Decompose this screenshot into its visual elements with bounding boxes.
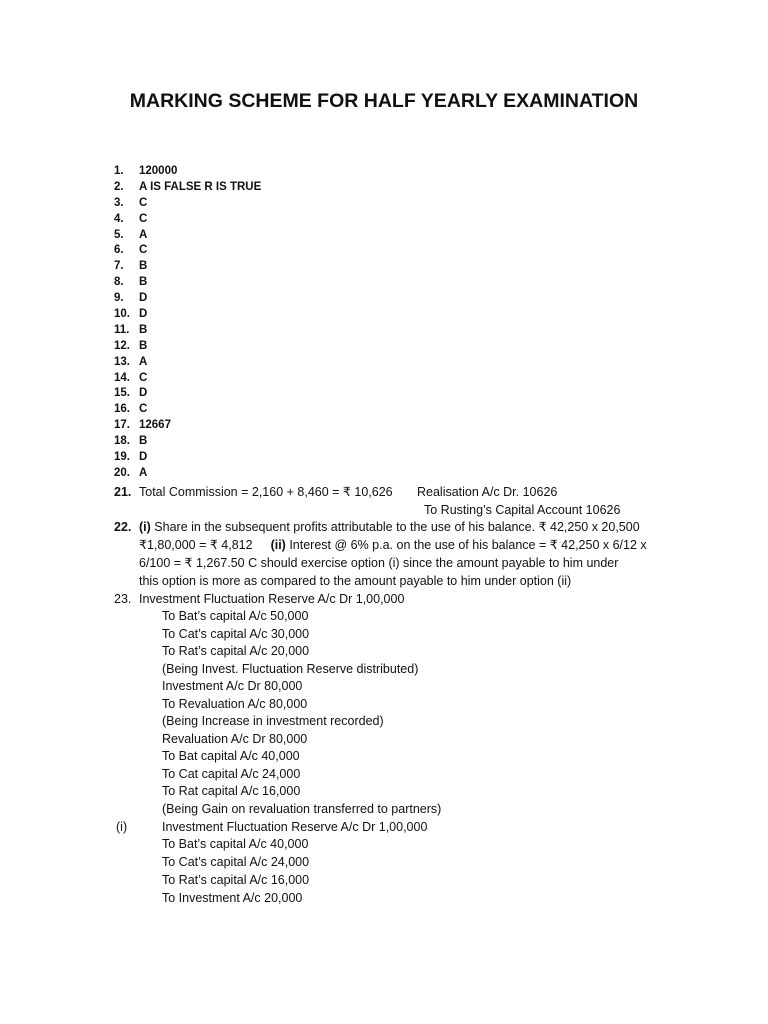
list-item xyxy=(114,434,261,450)
item-number: 10. xyxy=(114,308,130,321)
item-answer: 120000 xyxy=(139,165,178,177)
q22-line-1 xyxy=(114,519,640,536)
item-number: 19. xyxy=(114,451,130,464)
item-answer: A xyxy=(139,355,148,368)
list-item xyxy=(114,466,261,482)
journal-line: Investment A/c Dr 80,000 xyxy=(162,679,303,693)
item-number: 2. xyxy=(114,180,124,193)
item-number: 20. xyxy=(114,466,130,479)
answer-list xyxy=(114,164,261,482)
q23-sub-head: Investment Fluctuation Reserve A/c Dr 1,00,000 xyxy=(162,820,428,834)
list-item xyxy=(114,180,261,196)
q22-option-i-text: Share in the subsequent profits attributable to the use of his balance. ₹ 42,250 x 20,500 xyxy=(150,520,640,534)
journal-line: To Bat’s capital A/c 40,000 xyxy=(162,837,309,851)
list-item xyxy=(114,212,261,228)
q23-number: 23. xyxy=(114,592,132,606)
list-item xyxy=(114,291,261,307)
q22-option-ii-marker: (ii) xyxy=(270,538,286,552)
list-item xyxy=(114,371,261,387)
item-answer: B xyxy=(139,435,148,448)
list-item xyxy=(114,228,261,244)
list-item xyxy=(114,164,261,180)
journal-line: To Rat’s capital A/c 16,000 xyxy=(162,873,310,887)
journal-line: To Rat’s capital A/c 20,000 xyxy=(162,644,310,658)
list-item xyxy=(114,307,261,323)
item-answer: C xyxy=(139,371,148,384)
q21-entry-credit: To Rusting’s Capital Account 10626 xyxy=(424,503,621,517)
item-answer: D xyxy=(139,308,148,321)
q21-commission: Total Commission = 2,160 + 8,460 = ₹ 10,626 xyxy=(139,485,393,499)
journal-line: To Bat capital A/c 40,000 xyxy=(162,749,300,763)
list-item xyxy=(114,355,261,371)
item-number: 4. xyxy=(114,212,124,225)
list-item xyxy=(114,339,261,355)
q23-line-head xyxy=(114,591,404,608)
list-item xyxy=(114,418,261,434)
journal-line: Revaluation A/c Dr 80,000 xyxy=(162,732,308,746)
q23-head: Investment Fluctuation Reserve A/c Dr 1,00,000 xyxy=(139,592,405,606)
journal-line: (Being Increase in investment recorded) xyxy=(162,714,384,728)
item-answer: B xyxy=(139,339,148,352)
item-number: 9. xyxy=(114,292,124,305)
q22-line-2 xyxy=(139,537,647,554)
q23-sub-marker: (i) xyxy=(116,820,128,834)
journal-line: To Revaluation A/c 80,000 xyxy=(162,697,308,711)
item-answer: C xyxy=(139,244,148,257)
item-number: 16. xyxy=(114,403,130,416)
journal-line: To Investment A/c 20,000 xyxy=(162,891,303,905)
q21-number: 21. xyxy=(114,485,132,499)
list-item xyxy=(114,243,261,259)
list-item xyxy=(114,275,261,291)
q22-option-i-result: ₹1,80,000 = ₹ 4,812 xyxy=(139,538,253,552)
q22-line-4: this option is more as compared to the amount payable to him under option (ii) xyxy=(139,574,572,588)
item-number: 17. xyxy=(114,419,130,432)
journal-line: To Cat capital A/c 24,000 xyxy=(162,767,301,781)
item-number: 15. xyxy=(114,387,130,400)
item-number: 18. xyxy=(114,435,130,448)
item-number: 8. xyxy=(114,276,124,289)
list-item xyxy=(114,196,261,212)
item-answer: C xyxy=(139,212,148,225)
journal-line: To Bat’s capital A/c 50,000 xyxy=(162,609,309,623)
item-number: 5. xyxy=(114,228,124,241)
item-answer: A xyxy=(139,228,148,241)
item-number: 3. xyxy=(114,196,124,209)
list-item xyxy=(114,323,261,339)
item-answer: A xyxy=(139,466,148,479)
journal-line: To Cat’s capital A/c 30,000 xyxy=(162,627,310,641)
journal-line: To Cat’s capital A/c 24,000 xyxy=(162,855,310,869)
q22-option-i-marker: (i) xyxy=(139,520,151,534)
item-answer: 12667 xyxy=(139,419,171,432)
q21-line-1 xyxy=(114,484,393,501)
item-number: 6. xyxy=(114,244,124,257)
list-item xyxy=(114,259,261,275)
item-answer: D xyxy=(139,451,148,464)
item-answer: A IS FALSE R IS TRUE xyxy=(139,180,262,193)
journal-line: (Being Gain on revaluation transferred to partners) xyxy=(162,802,442,816)
list-item xyxy=(114,450,261,466)
q22-number: 22. xyxy=(114,520,132,534)
item-number: 11. xyxy=(114,323,130,336)
q22-option-ii-text: Interest @ 6% p.a. on the use of his balance = ₹ 42,250 x 6/12 x xyxy=(285,538,647,552)
item-answer: B xyxy=(139,260,148,273)
item-answer: B xyxy=(139,276,148,289)
q21-entry-debit: Realisation A/c Dr. 10626 xyxy=(417,485,558,499)
item-answer: C xyxy=(139,196,148,209)
q22-line-3: 6/100 = ₹ 1,267.50 C should exercise option (i) since the amount payable to him under xyxy=(139,556,619,570)
item-answer: D xyxy=(139,292,148,305)
item-number: 14. xyxy=(114,371,130,384)
item-answer: C xyxy=(139,403,148,416)
item-number: 12. xyxy=(114,339,130,352)
journal-line: (Being Invest. Fluctuation Reserve distributed) xyxy=(162,662,419,676)
journal-line: To Rat capital A/c 16,000 xyxy=(162,784,301,798)
item-number: 13. xyxy=(114,355,130,368)
item-number: 7. xyxy=(114,260,124,273)
page-title: MARKING SCHEME FOR HALF YEARLY EXAMINATION xyxy=(129,90,639,112)
item-answer: D xyxy=(139,387,148,400)
list-item xyxy=(114,386,261,402)
list-item xyxy=(114,402,261,418)
item-answer: B xyxy=(139,323,148,336)
item-number: 1. xyxy=(114,165,124,177)
